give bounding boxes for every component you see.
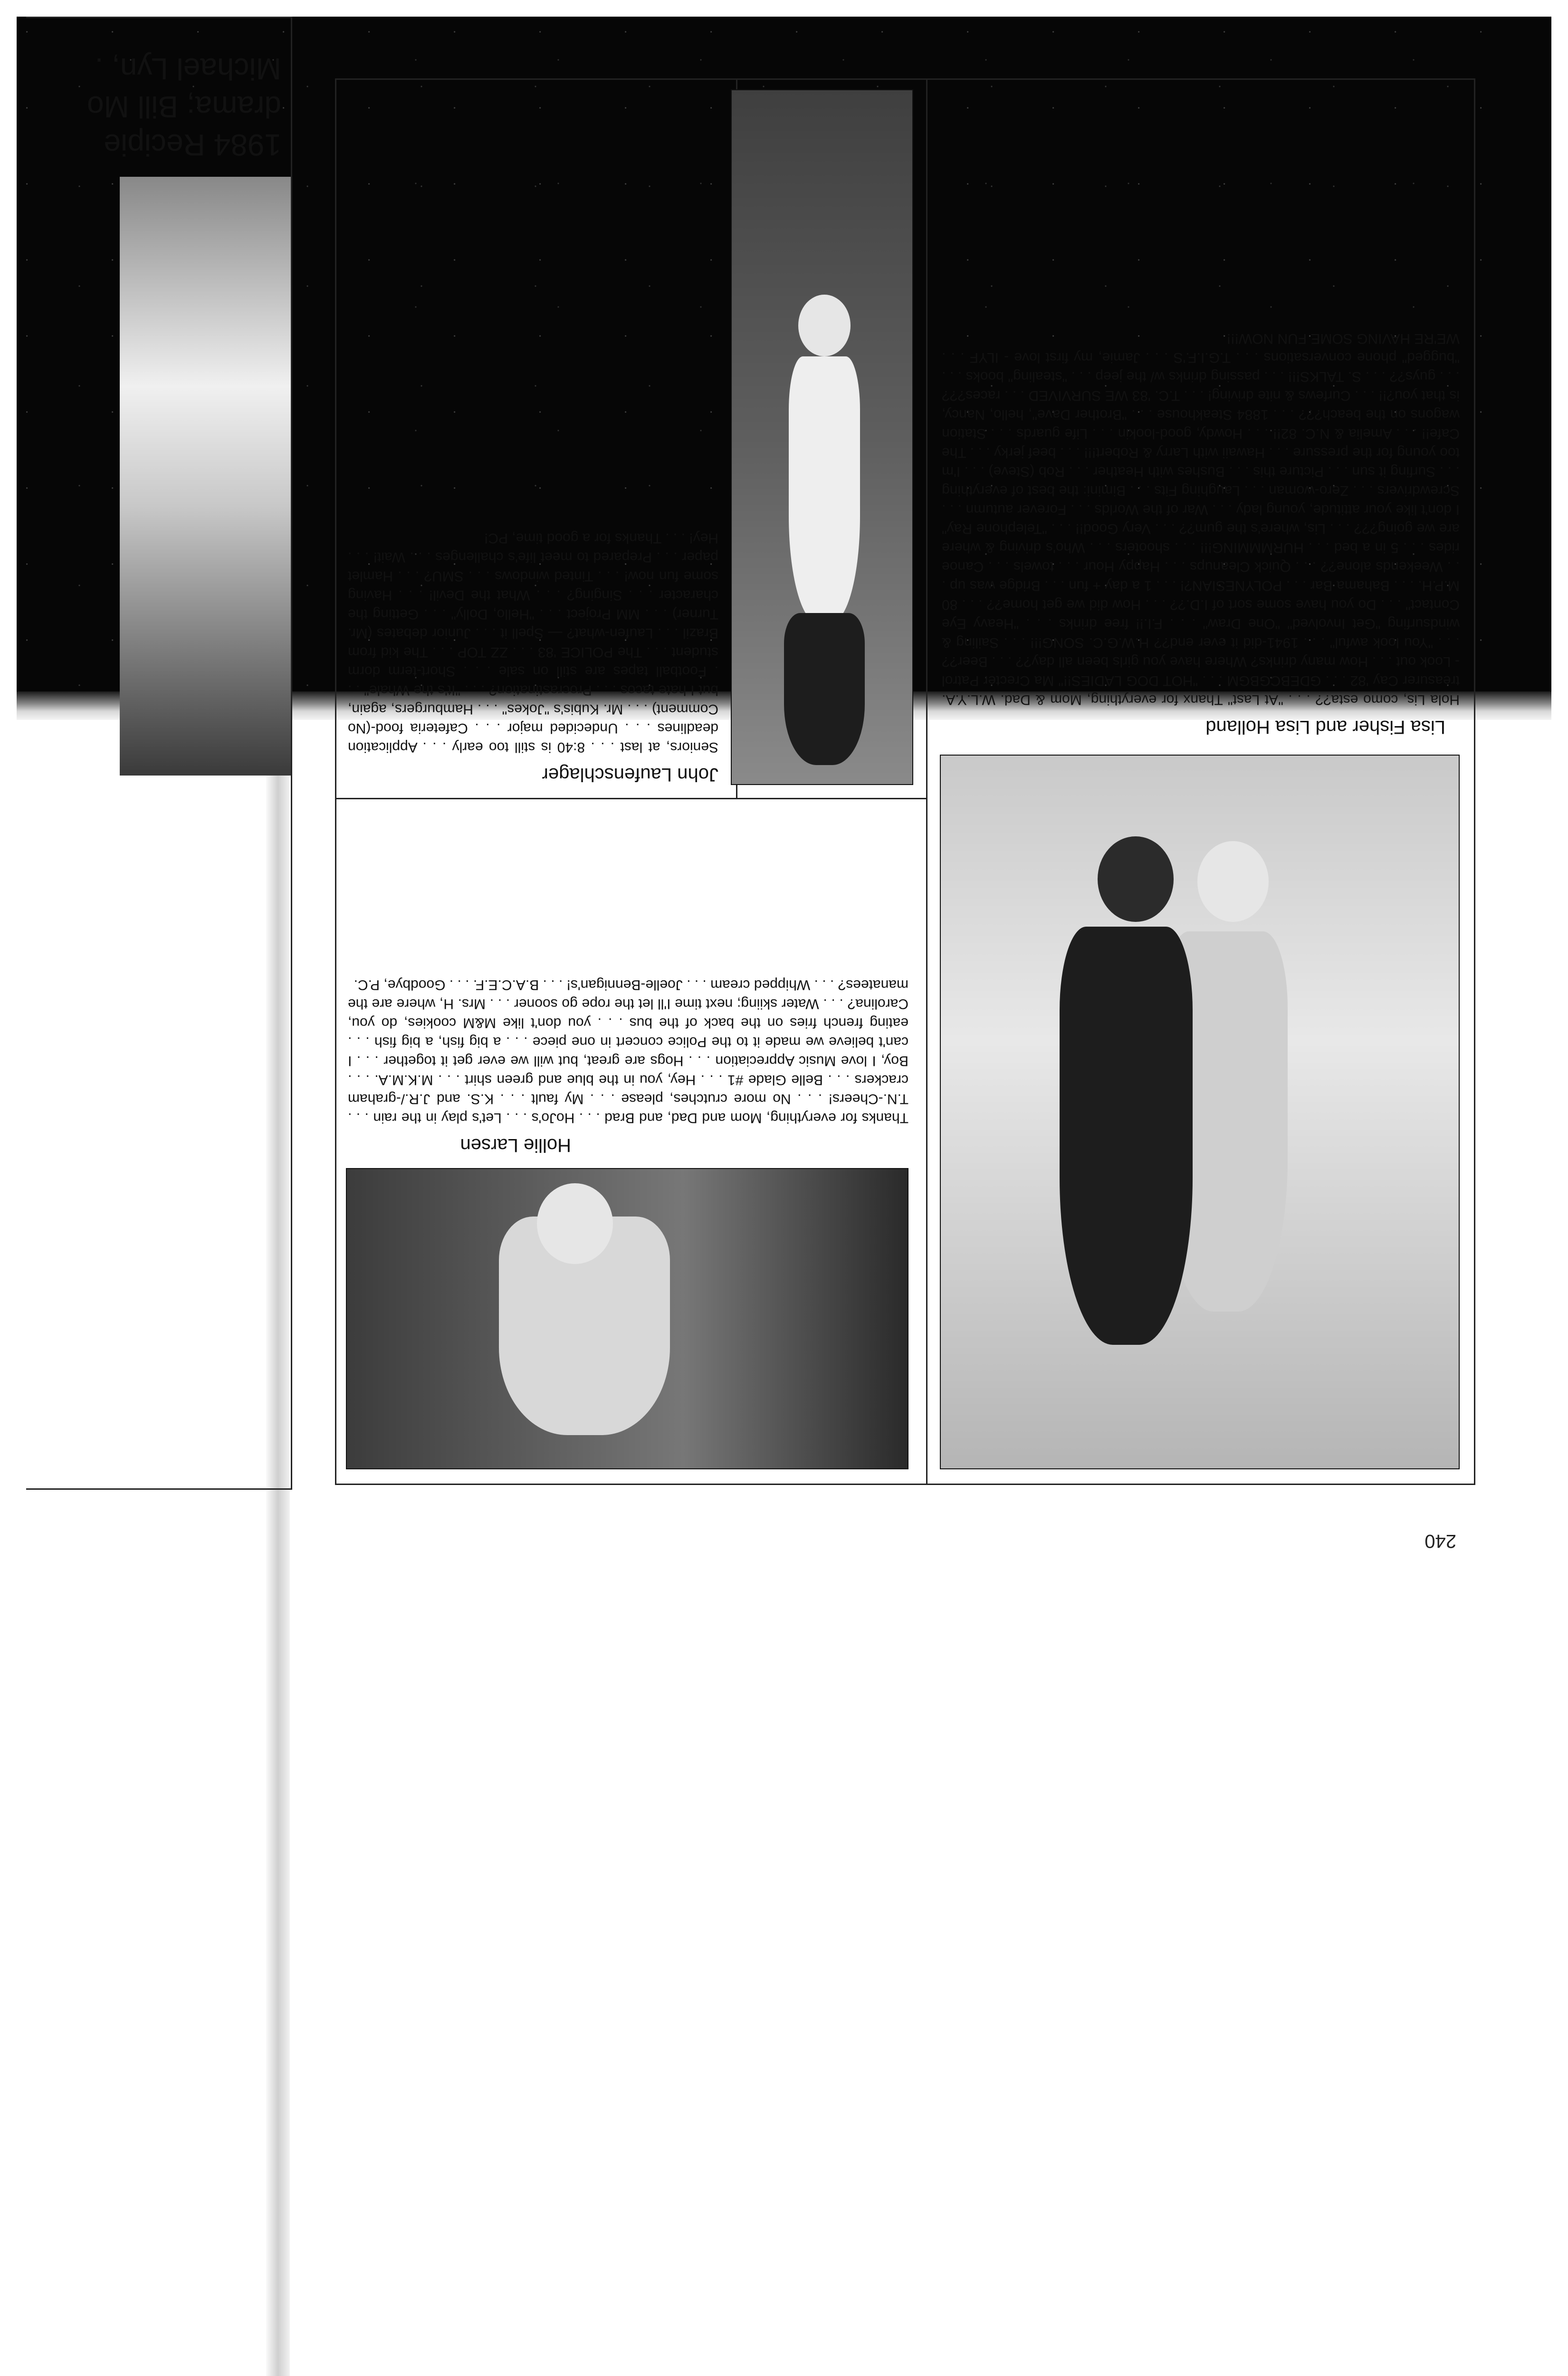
adjacent-page [26,17,292,1490]
laufenschlager-photo [731,89,913,785]
profile-name: Lisa Fisher and Lisa Holland [1205,717,1445,738]
profile-bio: Seniors, at last . . . 8:40 is still too early . . . Application deadlines . . . Undecided major . . . Cafeteria food-(No Comment) . . . Mr. Kubis's "Jokes" . . . Hamburgers, again, but I hate tacos . . . Procrastination? . . . "It's the Whale" . . . Football tapes are still on sale . . . Short-term dorm student . . . The POLICE '83 . . . ZZ TOP . . . The kid from Brazil . . . Laufen-what? — Spell it . . . Junior debates (Mr. Turner) . . . MM Project . . . "Hello, Dolly" . . . Getting the character . . . Singing? . . . What the Devil! . . . Having some fun now! . . . Tinted windows . . . SMU? . . . Hamlet paper . . . Prepared to meet life's challenges . . . Wait! . . . Hey! . . . Thanks for a good time, PC! [348,530,718,755]
profile-name: Hollie Larsen [460,1135,571,1156]
profile-bio: Hola Lis, como esta?? . . . "At Last" Thanx for everything, Mom & Dad. W.L.Y.A. treasurer Cay '82 . . . GDEBCGBGM . . . "HOT DOG LADIES!!" Ma Crecter Patrol - Look out . . . How many drinks? Where have you girls been all day?? . . . Beer?? . . . "You look awful" . . . 1941-did it ever end?? H.W.G.C. SONG!!! . . . Sailing & windsurfing "Get Involved" "One Draw" . . . F.I.!! free drinks . . . "Heavy Eye Contact" . . . Do you have some sort of I.D.?? . . . How did we get home?? . . . 80 M.P.H. . . . Bahama Bar . . . POLYNESIAN?! . . . 1 a day + fun . . . Bridge was up . . . Weekends alone?? . . . Quick Cleanups . . . Happy Hour . . . towels . . . Canoe rides . . . 5 in a bed . . . HURMMMING!!! . . . shooters . . . Who's driving & where are we going??? . . . Lis, where's the gum?? . . . Very Good!! . . . "Telephone Ray" I don't like your attitude, young lady . . . War of the Worlds . . . Forever autumn . . . Screwdrivers . . . Zero-woman . . . Laughing Fits . . . Bimini: the best of everything . . . Surfing it sun . . . Picture this . . . Bushes with Heather . . . Rob (Steve) . . . I'm too young for the pressure . . . Hawaii with Larry & Robert!!! . . . beef jerky . . . The Cafe!! . . . Amelia & N.C. 82!! . . . Howdy, good-lookin . . . Life guards . . . Station wagons on the beach??? . . . 1884 Steakhouse . . . "Brother Dave", hello, Nancy, is that you?!! . . . Curfews & nite driving! . . . T.C. '83 WE SURVIVED . . . races??? . . . guys?? . . . S. TALKS!!! . . . passing drinks w/ the jeep . . . "stealing" books . . . "bugged" phone conversations . . . T.G.I.F.'S . . . Jamie, my first love - ILYF . . . WE'RE HAVING SOME FUN NOW!!! [942,331,1460,708]
larsen-photo [346,1168,908,1469]
fisher-holland-photo [940,755,1460,1469]
profile-name: John Laufenschlager [542,764,718,785]
yearbook-page [17,52,1551,2376]
senior-profiles-grid [335,78,1475,1485]
row-divider [336,798,927,799]
column-divider [926,80,927,1484]
adjacent-caption-line: drama; Bill Mo [87,90,281,124]
adjacent-caption-line: Michael Lyn, . [95,52,281,86]
adjacent-page-photo [120,177,291,776]
profile-bio: Thanks for everything, Mom and Dad, and Brad . . . HoJo's . . . Let's play in the rain . . . T.N.-Cheers! . . . No more crutches, please . . . My fault . . . K.S. and J.R./-graham crackers . . . Belle Glade #1 . . . Hey, you in the blue and green shirt . . . M.K.M.A. . . . Boy, I love Music Appreciation . . . Hogs are great, but will we ever get it together . . . I can't believe we made it to the Police concert in one piece . . . a big fish, a big fish . . . eating french fries on the back of the bus . . . you don't like M&M cookies, do you, Carolina? . . . Water skiing; next time I'll let the rope go sooner . . . Mrs. H, where are the manatees? . . . Whipped cream . . . Joelle-Bennigan's! . . . B.A.C.E.F. . . . Goodbye, P.C. [348,977,908,1126]
adjacent-caption-line: 1984 Recipie [104,128,281,162]
page-number: 240 [1425,1531,1456,1552]
